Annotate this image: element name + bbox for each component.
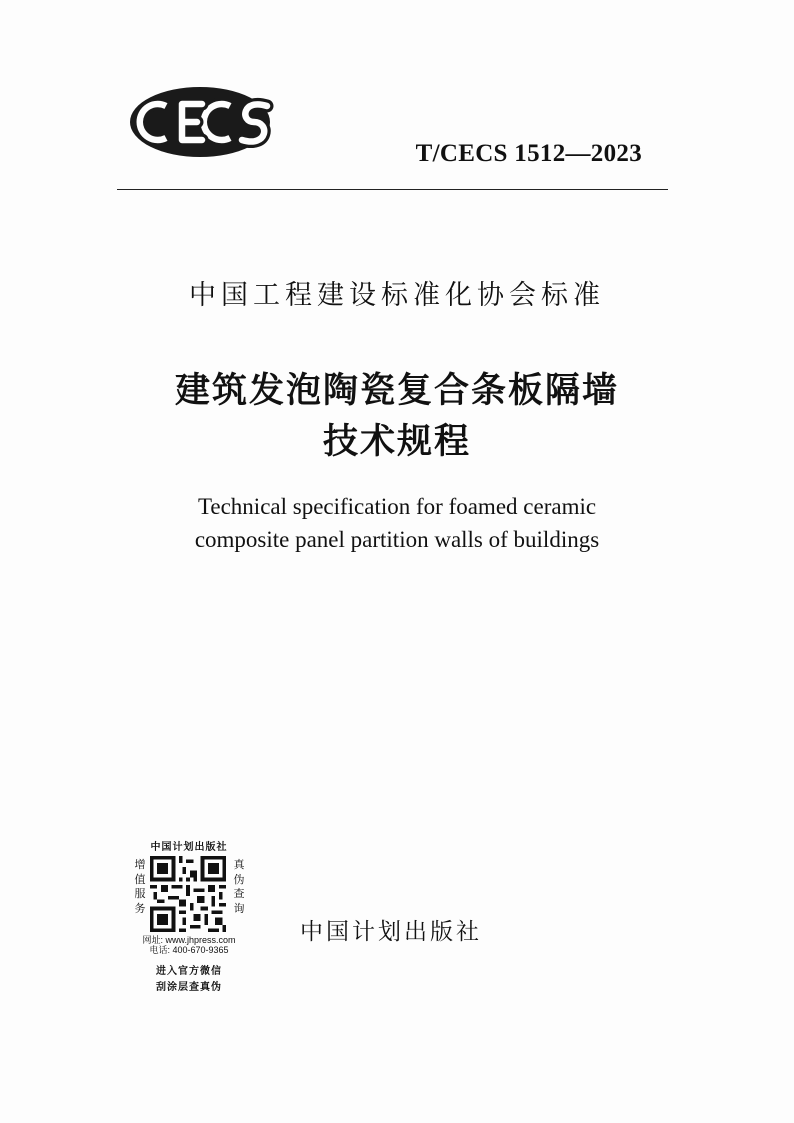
- anti-counterfeit-qr-sticker[interactable]: [128, 838, 250, 998]
- qr-sticker-header: 中国计划出版社: [150, 842, 228, 853]
- title-en-line1: Technical specification for foamed ceramic: [197, 494, 597, 519]
- title-cn-line2: 技术规程: [322, 422, 471, 462]
- title-cn-line1: 建筑发泡陶瓷复合条板隔墙: [174, 371, 619, 411]
- header-divider: [117, 189, 668, 190]
- association-name: 中国工程建设标准化协会标准: [189, 280, 605, 311]
- qr-sticker-website: 网址: www.jhpress.com: [142, 935, 236, 945]
- title-en-line2: composite panel partition walls of buildings: [194, 527, 600, 552]
- qr-sticker-right-text: 真伪查询: [233, 858, 245, 915]
- qr-sticker-line1: 进入官方微信: [156, 966, 222, 977]
- cecs-logo: [122, 82, 280, 162]
- qr-sticker-left-text: 增值服务: [134, 858, 146, 915]
- qr-sticker-phone: 电话: 400-670-9365: [149, 945, 229, 955]
- standard-number: T/CECS 1512—2023: [415, 140, 642, 167]
- qr-sticker-line2: 刮涂层查真伪: [156, 982, 222, 993]
- publisher-name: 中国计划出版社: [300, 919, 482, 945]
- qr-code-icon[interactable]: [150, 856, 226, 932]
